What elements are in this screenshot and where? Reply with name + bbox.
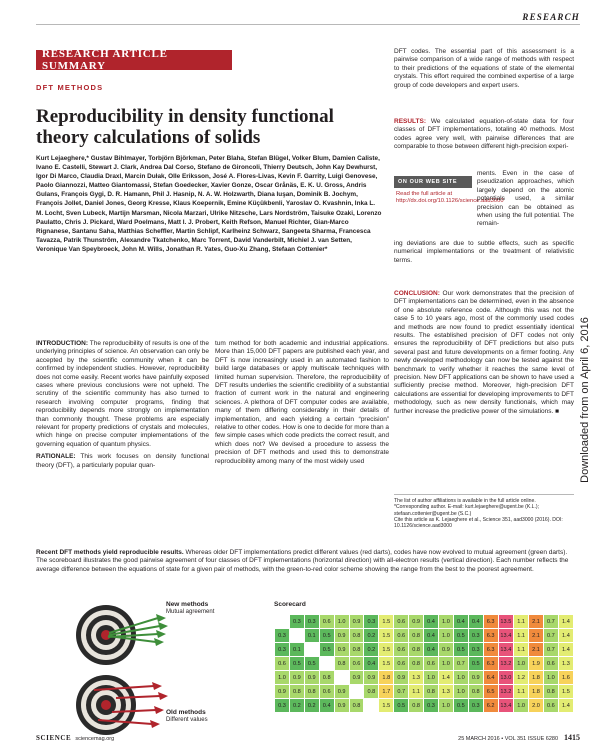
scorecard-cell: 1.0 (514, 657, 529, 671)
scorecard-cell: 0.8 (543, 685, 558, 699)
scorecard-cell (364, 699, 379, 713)
scorecard-cell: 0.9 (334, 629, 349, 643)
scorecard-cell: 0.3 (275, 699, 290, 713)
scorecard-cell (275, 615, 290, 629)
scorecard-row (275, 615, 574, 629)
scorecard-row (275, 629, 574, 643)
rationale-text-c: DFT codes. The essential part of this assessment is a pairwise comparison of a wide range of methods with respect to their predictions of the equations of state of the elemental crystals. This effort required the combined expertise of a large group of code developers and expert users. (394, 48, 574, 89)
rationale-paragraph (36, 453, 209, 470)
scorecard-cell: 0.9 (364, 671, 379, 685)
scorecard-cell: 0.8 (424, 685, 439, 699)
scorecard-cell: 1.0 (453, 685, 468, 699)
scorecard-row (275, 699, 574, 713)
scorecard-cell: 0.5 (453, 629, 468, 643)
footer-site: sciencemag.org (75, 735, 115, 742)
scorecard-cell: 0.6 (319, 685, 334, 699)
scorecard-cell: 1.1 (409, 685, 424, 699)
scorecard-row (275, 643, 574, 657)
old-methods-dartboard (76, 675, 168, 735)
scorecard-cell: 0.7 (394, 685, 409, 699)
footer-right (458, 733, 580, 742)
rationale-text-b: tum method for both academic and industrial applications. More than 15,000 DFT papers are published each year, and DFT is now increasingly used in an automated fashion to build large databases or apply multiscale techniques with limited human supervision. Therefore, the reproducibility of DFT results underlies the scientific credibility of a substantial fraction of current work in the natural and engineering sciences. A plethora of DFT computer codes are available, many of them differing considerably in their details of implementation, and each yielding a certain “precision” relative to other codes. How is one to decide for more than a few simple cases which code predicts the correct result, and which does not? We devised a procedure to assess the precision of DFT methods and used this to demonstrate reproducibility among many of the most widely used (215, 340, 389, 465)
footnote-citation: Cite this article as K. Lejaeghere et al., Science 351, aad3000 (2016). DOI: 10.1126/science.aad3000 (394, 516, 563, 530)
author-list: Kurt Lejaeghere,* Gustav Bihlmayer, Torbjörn Björkman, Peter Blaha, Stefan Blügel, Volker Blum, Damien Caliste, Ivano E. Castelli, Stewart J. Clark, Andrea Dal Corso, Stefano de Gironcoli, Thierry Deutsch, John Kay Dewhurst, Igor Di Marco, Claudia Draxl, Marcin Dułak, Olle Eriksson, José A. Flores-Livas, Kevin F. Garrity, Luigi Genovese, Paolo Giannozzi, Matteo Giantomassi, Stefan Goedecker, Xavier Gonze, Oscar Grånäs, E. K. U. Gross, Andris Gulans, François Gygi, D. R. Hamann, Phil J. Hasnip, N. A. W. Holzwarth, Diana Iuşan, Dominik B. Jochym, François Jollet, Daniel Jones, Georg Kresse, Klaus Koepernik, Emine Küçükbenli, Yaroslav O. Kvashnin, Inka L. M. Locht, Sven Lubeck, Martijn Marsman, Nicola Marzari, Ulrike Nitzsche, Lars Nordström, Taisuke Ozaki, Lorenzo Paulatto, Chris J. Pickard, Ward Poelmans, Matt I. J. Probert, Keith Refson, Manuel Richter, Gian-Marco Rignanese, Santanu Saha, Matthias Scheffler, Martin Schlipf, Karlheinz Schwarz, Sangeeta Sharma, Francesca Tavazza, Patrik Thunström, Alexandre Tkatchenko, Marc Torrent, David Vanderbilt, Michiel J. van Setten, Veronique Van Speybroeck, John M. Wills, Jonathan R. Yates, Guo-Xu Zhang, Stefaan Cottenier* (36, 155, 382, 253)
scorecard-cell: 2.1 (529, 629, 544, 643)
scorecard-cell: 1.0 (275, 671, 290, 685)
new-methods-subtitle: Mutual agreement (166, 608, 215, 615)
introduction-text: The reproducibility of results is one of the underlying principles of science. An observation can only be accepted by the scientific community when it can be confirmed by independent studies. However, reproducibility does not come easily. Recent works have painfully exposed cases where previous conclusions were not upheld. The scrutiny of the scientific community has also turned to research involving computer programs, finding that reproducibility depends more strongly on implementation than commonly thought. These problems are especially relevant for property predictions of crystals and molecules, which hinge on precise computer implementations of the governing equation of quantum physics. (36, 340, 209, 448)
scorecard-cell: 1.8 (379, 671, 394, 685)
scorecard-cell: 1.0 (543, 671, 558, 685)
scorecard-cell: 0.4 (364, 657, 379, 671)
new-methods-label (166, 601, 214, 616)
scorecard-cell: 6.4 (483, 671, 498, 685)
footer-issue: 25 MARCH 2016 • VOL 351 ISSUE 6280 (458, 736, 558, 742)
scorecard-cell: 0.6 (394, 615, 409, 629)
scorecard-cell: 1.3 (558, 657, 573, 671)
scorecard-cell: 0.8 (364, 685, 379, 699)
scorecard-cell: 0.3 (364, 615, 379, 629)
conclusion-paragraph (394, 290, 574, 416)
scorecard-cell: 13.4 (498, 643, 514, 657)
scorecard-cell: 0.5 (319, 643, 334, 657)
scorecard-cell: 1.0 (438, 615, 453, 629)
scorecard-cell: 1.1 (514, 629, 529, 643)
scorecard-cell: 0.9 (468, 671, 483, 685)
scorecard-cell: 1.1 (514, 685, 529, 699)
scorecard-cell: 0.7 (543, 643, 558, 657)
scorecard-cell: 0.4 (424, 643, 439, 657)
top-rule (36, 24, 580, 25)
scorecard-row (275, 685, 574, 699)
new-methods-dartboard (76, 605, 168, 665)
scorecard-cell: 1.0 (438, 629, 453, 643)
scorecard-cell: 0.8 (349, 643, 364, 657)
introduction-lead: INTRODUCTION: (36, 340, 88, 347)
scorecard-cell: 0.6 (319, 615, 334, 629)
scorecard-cell: 0.3 (275, 629, 290, 643)
results-text-tail: ing deviations are due to subtle effects, such as specific numerical implementations or the treatment of relativistic terms. (394, 240, 574, 264)
scorecard-cell: 1.0 (424, 671, 439, 685)
scorecard-cell: 13.4 (498, 629, 514, 643)
scorecard-cell: 0.4 (319, 699, 334, 713)
scorecard-cell: 0.1 (304, 629, 319, 643)
conclusion-lead: CONCLUSION: (394, 290, 440, 297)
scorecard-cell: 0.8 (349, 629, 364, 643)
results-wrap (477, 170, 574, 229)
scorecard-cell: 0.6 (543, 699, 558, 713)
scorecard-cell: 0.3 (289, 615, 304, 629)
old-methods-subtitle: Different values (166, 716, 208, 723)
scorecard-cell: 0.9 (275, 685, 290, 699)
results-text-intro: We calculated equation-of-state data for four classes of DFT implementations, totaling 40 methods. Most codes agree very well, with pairwise differences that are comparable to those between different high-precision experi- (394, 118, 574, 151)
scorecard-cell: 0.5 (304, 657, 319, 671)
scorecard-cell: 1.4 (558, 615, 573, 629)
scorecard-cell: 0.8 (409, 629, 424, 643)
scorecard-cell: 1.4 (438, 671, 453, 685)
conclusion-text: Our work demonstrates that the precision of DFT implementations can be determined, even in the absence of one absolute reference code. Although this was not the case 5 to 10 years ago, most of the commonly used codes and methods are now found to predict essentially identical results. The established precision of DFT codes not only ensures the reproducibility of DFT predictions but also puts several past and future developments on a firmer footing. Any newly developed methodology can now be tested against the benchmark to verify whether it reaches the same level of precision. New DFT applications can be shown to have used a sufficiently precise method. Moreover, high-precision DFT calculations are essential for developing improvements to DFT methodology, such as new density functionals, which may further increase the predictive power of the simulations. ■ (394, 290, 574, 415)
scorecard-cell: 1.5 (379, 629, 394, 643)
scorecard-cell: 0.8 (304, 685, 319, 699)
website-link[interactable]: Read the full article at http://dx.doi.org/10.1126/science.aad3000 (396, 191, 504, 205)
footer-journal: SCIENCE (36, 733, 72, 742)
scorecard-cell: 1.8 (529, 685, 544, 699)
scorecard-cell: 1.0 (438, 657, 453, 671)
scorecard-cell: 0.6 (394, 643, 409, 657)
scorecard-cell: 2.0 (529, 699, 544, 713)
scorecard-cell: 0.9 (349, 671, 364, 685)
scorecard-cell: 0.8 (409, 657, 424, 671)
scorecard-cell: 0.8 (349, 699, 364, 713)
scorecard-cell: 0.6 (394, 657, 409, 671)
download-stamp (573, 280, 594, 520)
scorecard-cell: 1.1 (514, 615, 529, 629)
scorecard-cell: 0.8 (334, 657, 349, 671)
scorecard-cell: 0.4 (468, 615, 483, 629)
results-lead: RESULTS: (394, 118, 427, 125)
scorecard-cell: 0.6 (543, 657, 558, 671)
scorecard-cell: 0.9 (334, 699, 349, 713)
scorecard-cell: 2.1 (529, 615, 544, 629)
scorecard-cell: 0.5 (453, 643, 468, 657)
scorecard-cell: 0.3 (468, 629, 483, 643)
page-number: 1415 (564, 733, 580, 742)
scorecard-cell: 0.6 (349, 657, 364, 671)
footnote-corresponding: *Corresponding author. E-mail: kurt.lejaeghere@ugent.be (K.L.); stefaan.cottenier@ugent.be (S.C.) (394, 504, 540, 517)
rationale-text-a: This work focuses on density functional theory (DFT), a particularly popular quan- (36, 453, 209, 469)
scorecard-cell: 0.8 (409, 643, 424, 657)
article-title: Reproducibility in density functional theory calculations of solids (36, 106, 334, 148)
footnote-affiliations: The list of author affiliations is available in the full article online. (394, 498, 536, 504)
scorecard-cell: 0.6 (394, 629, 409, 643)
section-tag: RESEARCH (522, 12, 580, 22)
scorecard-cell: 13.4 (498, 699, 514, 713)
scorecard-cell: 2.1 (529, 643, 544, 657)
scorecard-cell: 13.2 (498, 685, 514, 699)
scorecard-cell: 0.3 (468, 699, 483, 713)
scorecard-cell: 1.3 (409, 671, 424, 685)
scorecard-cell: 1.5 (379, 657, 394, 671)
scorecard-cell: 6.3 (483, 643, 498, 657)
scorecard-cell: 0.9 (394, 671, 409, 685)
page-footer (36, 733, 580, 742)
scorecard-cell: 0.5 (319, 629, 334, 643)
scorecard-cell (334, 671, 349, 685)
scorecard-cell: 0.9 (334, 685, 349, 699)
scorecard-cell: 0.8 (468, 685, 483, 699)
section-kicker: DFT METHODS (36, 83, 104, 92)
scorecard-cell: 0.7 (543, 629, 558, 643)
scorecard-cell: 0.8 (289, 685, 304, 699)
scorecard-cell (304, 643, 319, 657)
scorecard-cell: 0.4 (424, 629, 439, 643)
scorecard-cell: 6.3 (483, 657, 498, 671)
scorecard-cell: 0.5 (289, 657, 304, 671)
footnote (394, 494, 574, 529)
scorecard-row (275, 657, 574, 671)
scorecard-cell: 1.0 (438, 699, 453, 713)
scorecard-cell: 13.0 (498, 671, 514, 685)
scorecard-cell (319, 657, 334, 671)
scorecard-cell: 1.2 (514, 671, 529, 685)
scorecard-row (275, 671, 574, 685)
scorecard-cell: 1.6 (558, 671, 573, 685)
scorecard-cell: 0.9 (304, 671, 319, 685)
footer-left (36, 734, 114, 742)
scorecard-table (274, 614, 574, 713)
scorecard-cell: 6.2 (483, 699, 498, 713)
download-stamp-svg (573, 280, 594, 520)
scorecard-cell: 13.2 (498, 657, 514, 671)
scorecard-cell: 6.5 (483, 685, 498, 699)
scorecard-cell: 0.5 (394, 699, 409, 713)
scorecard-cell: 0.3 (275, 643, 290, 657)
scorecard-cell: 0.9 (334, 643, 349, 657)
rationale-continued (394, 48, 574, 94)
scorecard-cell: 1.5 (379, 615, 394, 629)
scorecard-cell: 0.2 (364, 643, 379, 657)
scorecard-cell: 0.7 (543, 615, 558, 629)
scorecard-cell: 1.3 (438, 685, 453, 699)
scorecard-cell: 13.5 (498, 615, 514, 629)
scorecard-cell: 0.3 (304, 615, 319, 629)
caption-text: Whereas older DFT implementations predict different values (red darts), codes have now evolved to mutual agreement (green darts). The scoreboard illustrates the good pairwise agreement of four classes of DFT implementations (horizontal direction) with all-electron results (vertical direction). Each number reflects the average difference between the equations of state for a given pair of methods, with the green-to-red color scheme showing the range from the best to the poorest agreement. (36, 549, 569, 573)
scorecard-cell: 0.6 (275, 657, 290, 671)
old-methods-title: Old methods (166, 709, 206, 716)
scorecard-cell: 0.9 (438, 643, 453, 657)
scorecard-cell: 0.2 (364, 629, 379, 643)
scorecard-cell: 0.4 (424, 615, 439, 629)
scorecard-cell: 1.8 (529, 671, 544, 685)
scorecard-cell: 1.4 (558, 643, 573, 657)
scorecard-cell: 1.4 (558, 699, 573, 713)
scorecard-cell: 1.5 (379, 643, 394, 657)
scorecard-cell: 1.7 (379, 685, 394, 699)
scorecard-cell: 6.3 (483, 615, 498, 629)
scorecard-cell: 0.4 (453, 615, 468, 629)
scorecard-cell: 0.2 (304, 699, 319, 713)
website-header: ON OUR WEB SITE (394, 176, 472, 188)
rationale-lead: RATIONALE: (36, 453, 76, 461)
scorecard-cell: 0.5 (453, 699, 468, 713)
article-type-banner: RESEARCH ARTICLE SUMMARY (36, 50, 232, 70)
scorecard-cell (289, 629, 304, 643)
scorecard-title: Scorecard (274, 601, 306, 608)
results-tail (394, 240, 574, 265)
scorecard-cell: 0.9 (409, 615, 424, 629)
scorecard-cell: 0.9 (349, 615, 364, 629)
introduction-paragraph (36, 340, 209, 449)
scorecard-cell: 0.3 (424, 699, 439, 713)
scorecard-cell: 0.6 (424, 657, 439, 671)
results-text-wrap: ments. Even in the case of pseudization approaches, which largely depend on the atomic potentials used, a similar precision can be obtained as when using the full potential. The remain- (477, 170, 574, 228)
scorecard-cell (349, 685, 364, 699)
scorecard-cell: 0.3 (468, 643, 483, 657)
new-methods-title: New methods (166, 601, 209, 608)
scorecard-cell: 1.1 (514, 643, 529, 657)
scorecard-cell: 0.2 (289, 699, 304, 713)
caption-lead: Recent DFT methods yield reproducible results. (36, 549, 184, 556)
website-box (394, 176, 504, 240)
scorecard-cell: 6.3 (483, 629, 498, 643)
scorecard-cell: 0.9 (289, 671, 304, 685)
scorecard-cell: 1.5 (379, 699, 394, 713)
scorecard-cell: 0.8 (409, 699, 424, 713)
column-b (215, 340, 389, 470)
figure-panel (36, 592, 574, 742)
scorecard-cell: 0.5 (468, 657, 483, 671)
download-stamp-text: Downloaded from on April 6, 2016 (579, 317, 591, 483)
scorecard-cell: 1.4 (558, 629, 573, 643)
results-intro (394, 118, 574, 152)
scorecard-cell: 1.0 (453, 671, 468, 685)
figure-caption (36, 549, 574, 574)
scorecard-cell: 1.0 (334, 615, 349, 629)
scorecard-cell: 0.8 (319, 671, 334, 685)
scorecard-cell: 0.7 (453, 657, 468, 671)
scorecard-cell: 1.0 (514, 699, 529, 713)
scorecard-cell: 0.1 (289, 643, 304, 657)
old-methods-label (166, 709, 208, 724)
scorecard-cell: 1.9 (529, 657, 544, 671)
scorecard-cell: 1.5 (558, 685, 573, 699)
column-a (36, 340, 209, 474)
